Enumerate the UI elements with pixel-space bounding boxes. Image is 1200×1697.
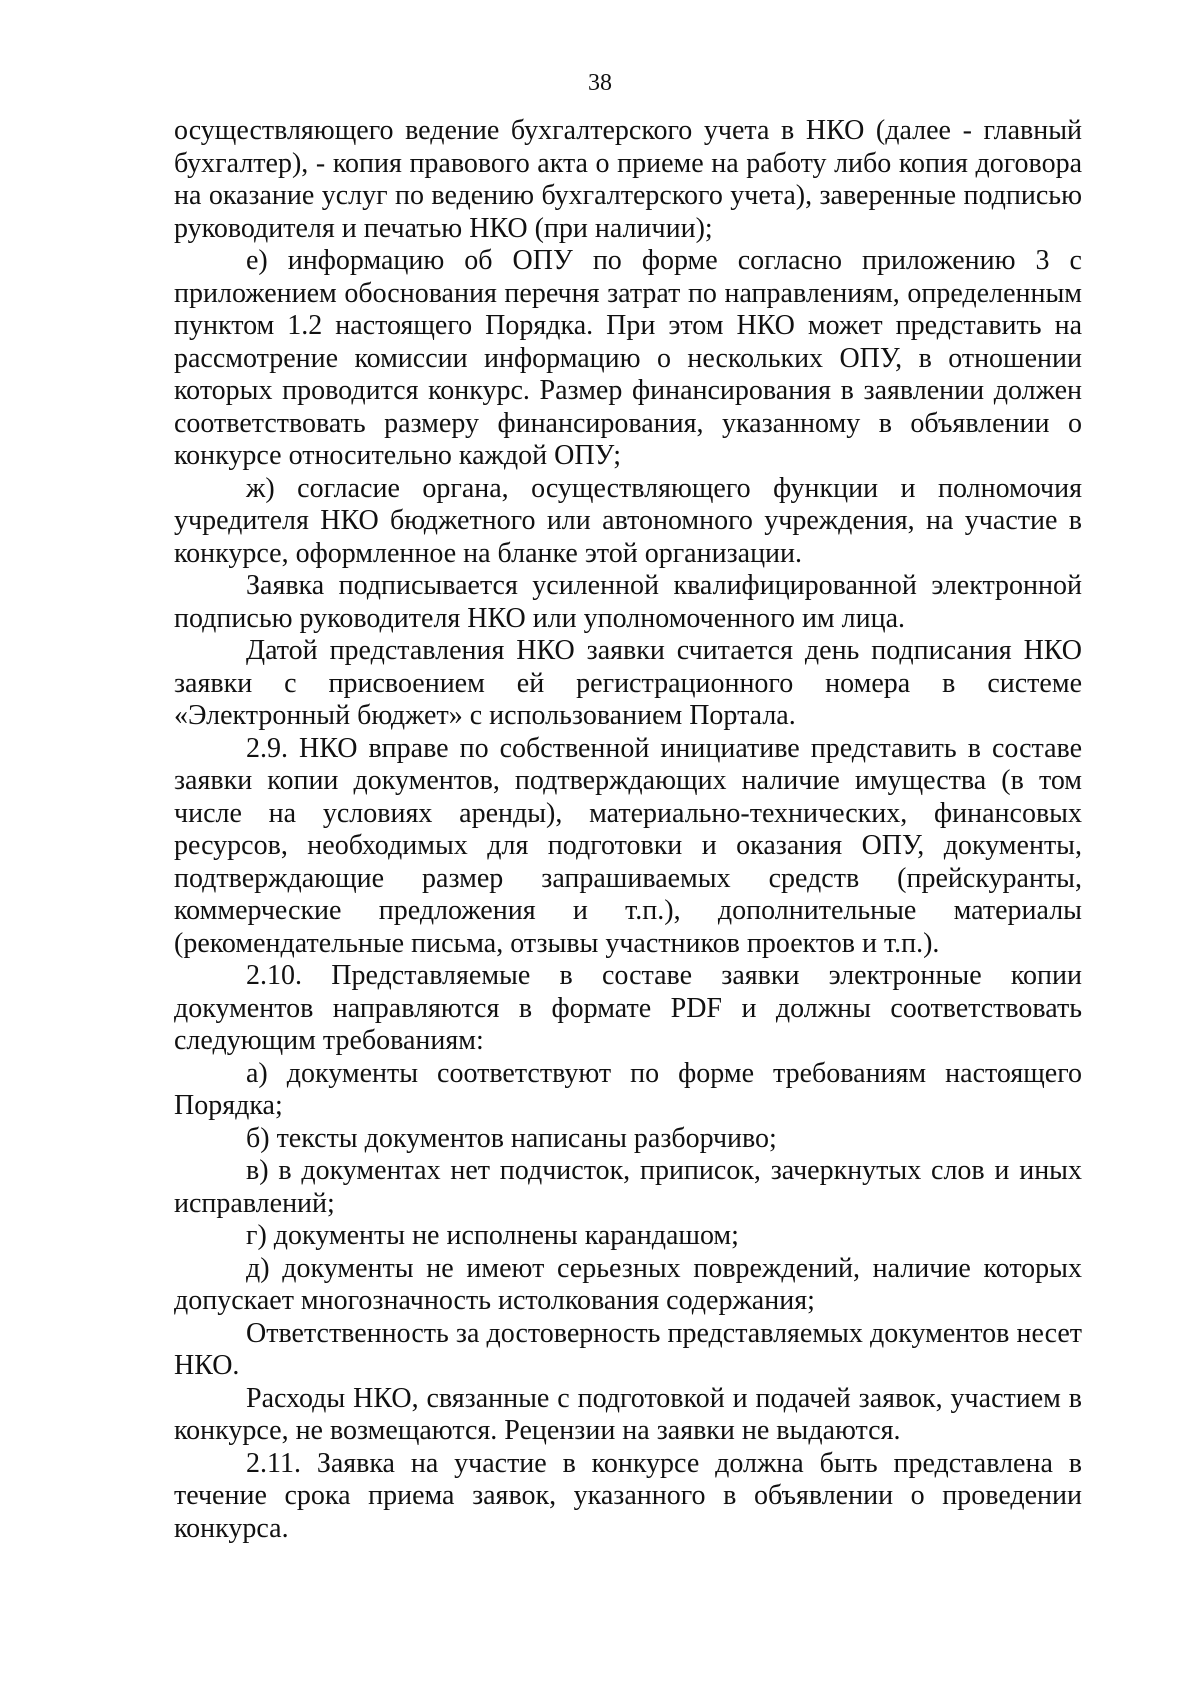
paragraph-item-zh: ж) согласие органа, осуществляющего функции и полномочия учредителя НКО бюджетного или автономного учреждения, на участие в конкурсе, оформленное на бланке этой организации. [174, 472, 1082, 569]
paragraph-item-d: д) документы не имеют серьезных повреждений, наличие которых допускает многозначность истолкования содержания; [174, 1252, 1082, 1316]
document-body [174, 115, 1082, 1545]
paragraph-continuation: осуществляющего ведение бухгалтерского учета в НКО (далее - главный бухгалтер), - копия правового акта о приеме на работу либо копия договора на оказание услуг по ведению бухгалтерского учета), заверенные подписью руководителя и печатью НКО (при наличии); [174, 115, 1082, 244]
paragraph-submission-date: Датой представления НКО заявки считается день подписания НКО заявки с присвоением ей регистрационного номера в системе «Электронный бюджет» с использованием Портала. [174, 635, 1082, 731]
page-number: 38 [588, 70, 612, 96]
paragraph-signature: Заявка подписывается усиленной квалифицированной электронной подписью руководителя НКО или уполномоченного им лица. [174, 570, 1082, 634]
paragraph-2-10: 2.10. Представляемые в составе заявки электронные копии документов направляются в формате PDF и должны соответствовать следующим требованиям: [174, 960, 1082, 1056]
paragraph-2-11: 2.11. Заявка на участие в конкурсе должна быть представлена в течение срока приема заявок, указанного в объявлении о проведении конкурса. [174, 1447, 1082, 1544]
paragraph-item-b: б) тексты документов написаны разборчиво; [246, 1122, 777, 1154]
paragraph-responsibility: Ответственность за достоверность представляемых документов несет НКО. [174, 1317, 1082, 1381]
paragraph-item-v: в) в документах нет подчисток, приписок, зачеркнутых слов и иных исправлений; [174, 1155, 1082, 1219]
paragraph-item-a: а) документы соответствуют по форме требованиям настоящего Порядка; [174, 1057, 1082, 1121]
paragraph-2-9: 2.9. НКО вправе по собственной инициативе представить в составе заявки копии документов, подтверждающих наличие имущества (в том числе на условиях аренды), материально-технических, финансовых ресурсов, необходимых для подготовки и оказания ОПУ, документы, подтверждающие размер запрашиваемых средств (прейскуранты, коммерческие предложения и т.п.), дополнительные материалы (рекомендательные письма, отзывы участников проектов и т.п.). [174, 732, 1082, 959]
paragraph-expenses: Расходы НКО, связанные с подготовкой и подачей заявок, участием в конкурсе, не возмещаются. Рецензии на заявки не выдаются. [174, 1382, 1082, 1446]
paragraph-item-g: г) документы не исполнены карандашом; [246, 1220, 739, 1251]
paragraph-item-e: е) информацию об ОПУ по форме согласно приложению 3 с приложением обоснования перечня затрат по направлениям, определенным пунктом 1.2 настоящего Порядка. При этом НКО может представить на рассмотрение комиссии информацию о нескольких ОПУ, в отношении которых проводится конкурс. Размер финансирования в заявлении должен соответствовать размеру финансирования, указанному в объявлении о конкурсе относительно каждой ОПУ; [174, 245, 1082, 471]
